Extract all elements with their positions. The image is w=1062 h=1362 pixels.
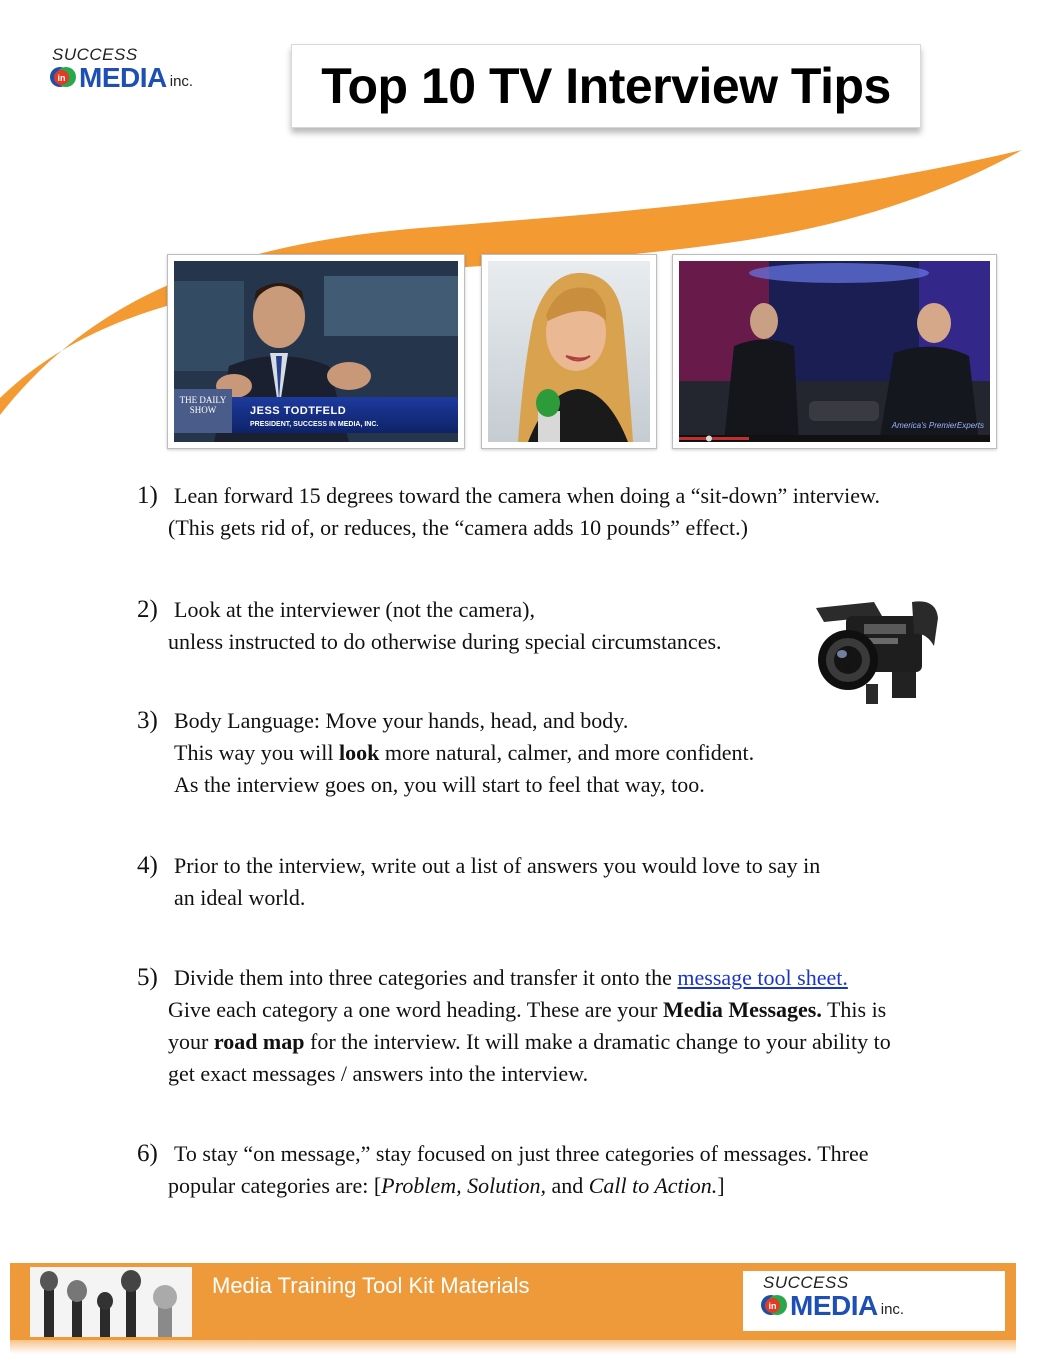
- message-tool-sheet-link[interactable]: message tool sheet.: [677, 965, 848, 990]
- video-camera-icon: [806, 598, 942, 708]
- logo-circles-icon: in: [763, 1294, 789, 1318]
- tip-number: 1): [137, 482, 158, 509]
- tip-number: 6): [137, 1140, 158, 1167]
- photo-tv-studio-interview: [672, 254, 997, 449]
- logo-media-text: MEDIA: [79, 62, 167, 93]
- studio-interview-image: [679, 261, 990, 442]
- guest-name-caption: JESS TODTFELD: [250, 405, 347, 417]
- tip-text: Look at the interviewer (not the camera),: [174, 597, 536, 622]
- show-logo: THE DAILY SHOW: [174, 389, 232, 433]
- footer-shadow: [10, 1340, 1016, 1354]
- tip-text: As the interview goes on, you will start to feel that way, too.: [174, 772, 705, 797]
- studio-watermark: America's PremierExperts: [891, 421, 984, 430]
- tip-text: unless instructed to do otherwise during special circumstances.: [168, 629, 722, 654]
- emphasis-problem-solution: Problem, Solution,: [381, 1173, 546, 1198]
- logo-inc-text: inc.: [880, 1301, 905, 1318]
- tip-text: Body Language: Move your hands, head, and body.: [174, 708, 629, 733]
- logo-media-text: MEDIA: [790, 1290, 878, 1321]
- page-title: Top 10 TV Interview Tips: [321, 58, 891, 114]
- logo-success-text: SUCCESS: [52, 45, 138, 64]
- tip-3: [137, 705, 754, 801]
- microphones-image: [30, 1267, 192, 1337]
- tip-6: [137, 1138, 869, 1202]
- tip-text: Prior to the interview, write out a list of answers you would love to say in: [174, 853, 821, 878]
- footer-banner: [10, 1263, 1016, 1340]
- tip-2: [137, 594, 722, 658]
- photo-tv-interview-guest: [167, 254, 465, 449]
- footer-logo-box: [743, 1271, 1005, 1331]
- tip-1: [137, 480, 880, 544]
- logo-inc-text: inc.: [169, 73, 194, 90]
- microphones-icon: [30, 1267, 192, 1337]
- tip-number: 2): [137, 596, 158, 623]
- tip-text: Lean forward 15 degrees toward the camera when doing a “sit-down” interview.: [174, 483, 880, 508]
- tip-number: 4): [137, 852, 158, 879]
- emphasis-look: look: [339, 740, 380, 765]
- emphasis-media-messages: Media Messages.: [663, 997, 822, 1022]
- company-logo: [763, 1274, 904, 1320]
- logo-circles-icon: in: [52, 66, 78, 90]
- emphasis-call-to-action: Call to Action.: [588, 1173, 718, 1198]
- tip-text: popular categories are: [Problem, Solution, and Call to Action.]: [168, 1173, 725, 1198]
- tip-text: This way you will look more natural, calmer, and more confident.: [174, 740, 755, 765]
- tip-text: Divide them into three categories and transfer it onto the message tool sheet.: [174, 965, 848, 990]
- tip-text: get exact messages / answers into the interview.: [168, 1061, 589, 1086]
- tip-number: 5): [137, 964, 158, 991]
- reporter-image: [488, 261, 650, 442]
- photo-reporter: [481, 254, 657, 449]
- tip-text: Give each category a one word heading. These are your Media Messages. This is: [168, 997, 887, 1022]
- title-box: [291, 44, 921, 128]
- tip-text: (This gets rid of, or reduces, the “camera adds 10 pounds” effect.): [168, 515, 748, 540]
- tip-5: [137, 962, 891, 1090]
- guest-title-caption: PRESIDENT, SUCCESS IN MEDIA, INC.: [250, 421, 379, 428]
- tip-number: 3): [137, 707, 158, 734]
- tip-4: [137, 850, 820, 914]
- tip-text: an ideal world.: [174, 885, 306, 910]
- tip-text: To stay “on message,” stay focused on just three categories of messages. Three: [174, 1141, 869, 1166]
- logo-success-text: SUCCESS: [763, 1273, 849, 1292]
- footer-caption: Media Training Tool Kit Materials: [212, 1273, 530, 1298]
- emphasis-road-map: road map: [213, 1029, 305, 1054]
- tip-text: your road map for the interview. It will make a dramatic change to your ability to: [168, 1029, 891, 1054]
- company-logo: [52, 46, 193, 92]
